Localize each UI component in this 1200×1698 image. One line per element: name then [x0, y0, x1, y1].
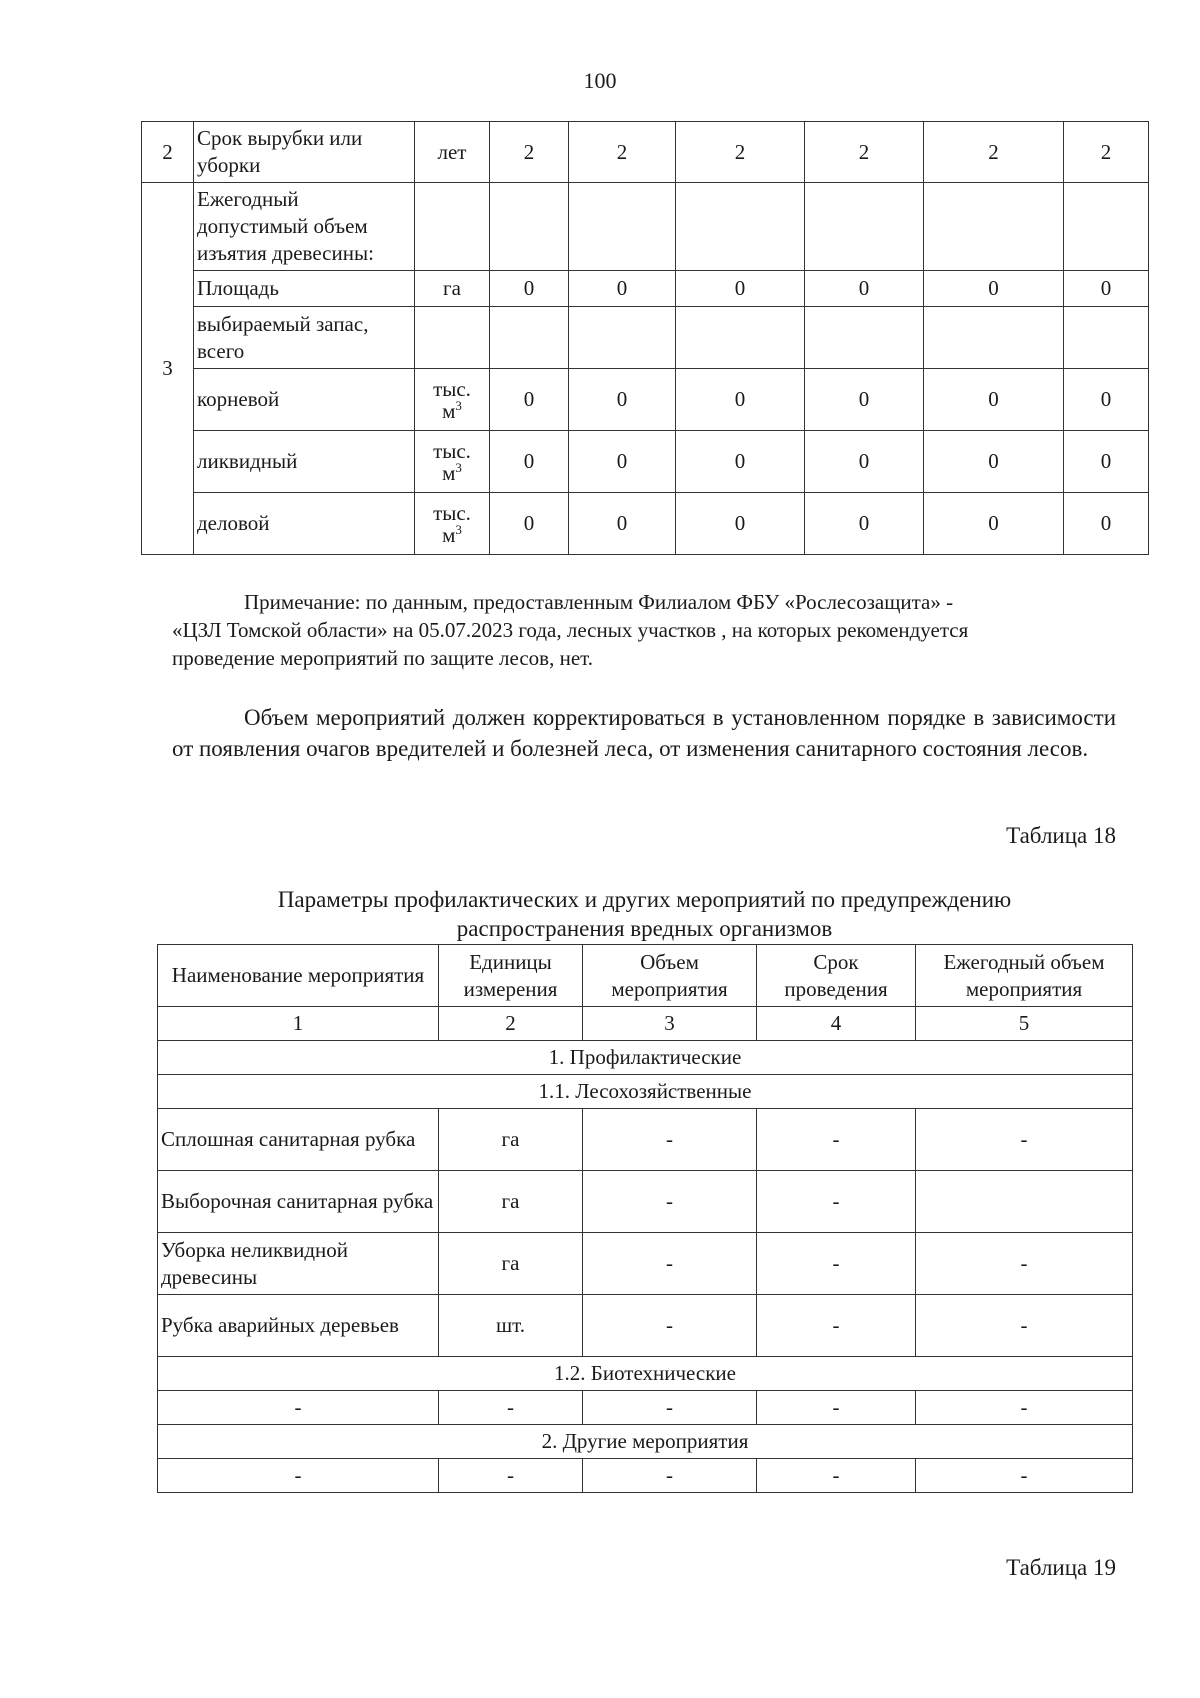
dash-cell: - [583, 1459, 757, 1493]
value-cell: 0 [1064, 271, 1149, 307]
activity-volume: - [583, 1233, 757, 1295]
table-header-row [158, 945, 1133, 1007]
empty-cell [490, 183, 569, 271]
table-row [158, 1007, 1133, 1041]
activity-unit: га [439, 1109, 583, 1171]
row-unit: га [415, 271, 490, 307]
row-name: выбираемый запас, всего [194, 307, 415, 369]
section-heading: 2. Другие мероприятия [158, 1425, 1133, 1459]
row-name: деловой [194, 493, 415, 555]
dash-cell: - [158, 1391, 439, 1425]
row-name: Срок вырубки или уборки [194, 122, 415, 183]
table-section-row [158, 1075, 1133, 1109]
activity-term: - [757, 1295, 916, 1357]
value-cell: 0 [490, 369, 569, 431]
value-cell: 2 [924, 122, 1064, 183]
dash-cell: - [916, 1459, 1133, 1493]
column-number: 1 [158, 1007, 439, 1041]
table-row [142, 369, 1149, 431]
value-cell: 0 [676, 271, 805, 307]
dash-cell: - [158, 1459, 439, 1493]
page-number: 100 [583, 68, 617, 93]
activity-annual: - [916, 1295, 1133, 1357]
value-cell: 0 [924, 493, 1064, 555]
value-cell: 0 [490, 493, 569, 555]
value-cell: 0 [924, 369, 1064, 431]
column-number: 4 [757, 1007, 916, 1041]
table-row [142, 431, 1149, 493]
table-row [158, 1171, 1133, 1233]
activity-annual: - [916, 1109, 1133, 1171]
value-cell: 0 [490, 271, 569, 307]
value-cell: 0 [805, 431, 924, 493]
empty-cell [569, 307, 676, 369]
row-name: ликвидный [194, 431, 415, 493]
table-row [158, 1391, 1133, 1425]
column-header: Единицы измерения [439, 945, 583, 1007]
table-section-row [158, 1357, 1133, 1391]
empty-cell [924, 307, 1064, 369]
section-heading: 1.1. Лесохозяйственные [158, 1075, 1133, 1109]
dash-cell: - [439, 1391, 583, 1425]
column-header: Наименование мероприятия [158, 945, 439, 1007]
value-cell: 0 [490, 431, 569, 493]
body-paragraph [172, 702, 1116, 764]
row-number: 3 [142, 183, 194, 555]
empty-cell [676, 307, 805, 369]
dash-cell: - [757, 1459, 916, 1493]
value-cell: 2 [490, 122, 569, 183]
value-cell: 0 [569, 493, 676, 555]
value-cell: 0 [805, 369, 924, 431]
value-cell: 0 [1064, 493, 1149, 555]
value-cell: 0 [569, 431, 676, 493]
activity-volume: - [583, 1109, 757, 1171]
note-line: проведение мероприятий по защите лесов, нет. [172, 646, 594, 670]
dash-cell: - [916, 1391, 1133, 1425]
table-19-label: Таблица 19 [1006, 1555, 1116, 1580]
caption-line: Параметры профилактических и других мероприятий по предупреждению [277, 887, 1012, 912]
row-name: Ежегодный допустимый объем изъятия древесины: [194, 183, 415, 271]
empty-cell [1064, 307, 1149, 369]
note-line: «ЦЗЛ Томской области» на 05.07.2023 года, лесных участков , на которых рекомендуется [172, 618, 969, 642]
table-row [142, 183, 1149, 271]
empty-cell [676, 183, 805, 271]
value-cell: 0 [676, 369, 805, 431]
note-paragraph [172, 588, 1116, 672]
activity-annual [916, 1171, 1133, 1233]
activity-term: - [757, 1109, 916, 1171]
caption-line: распространения вредных организмов [456, 916, 833, 941]
column-number: 5 [916, 1007, 1133, 1041]
dash-cell: - [439, 1459, 583, 1493]
value-cell: 0 [676, 431, 805, 493]
row-name: корневой [194, 369, 415, 431]
table-18-caption [157, 885, 1132, 943]
activity-unit: шт. [439, 1295, 583, 1357]
column-header: Ежегодный объем мероприятия [916, 945, 1133, 1007]
value-cell: 0 [569, 271, 676, 307]
activity-annual: - [916, 1233, 1133, 1295]
empty-cell [490, 307, 569, 369]
column-header: Срок проведения [757, 945, 916, 1007]
value-cell: 0 [805, 271, 924, 307]
table-section-row [158, 1425, 1133, 1459]
activity-unit: га [439, 1171, 583, 1233]
empty-cell [415, 183, 490, 271]
value-cell: 0 [924, 431, 1064, 493]
activity-volume: - [583, 1295, 757, 1357]
value-cell: 2 [1064, 122, 1149, 183]
table-18 [157, 944, 1133, 1493]
value-cell: 2 [569, 122, 676, 183]
value-cell: 0 [1064, 431, 1149, 493]
row-unit: тыс. $м^3$ [415, 493, 490, 555]
dash-cell: - [757, 1391, 916, 1425]
activity-volume: - [583, 1171, 757, 1233]
value-cell: 0 [805, 493, 924, 555]
empty-cell [805, 183, 924, 271]
column-number: 2 [439, 1007, 583, 1041]
dash-cell: - [583, 1391, 757, 1425]
row-unit: лет [415, 122, 490, 183]
table-row [158, 1459, 1133, 1493]
column-number: 3 [583, 1007, 757, 1041]
activity-name: Сплошная санитарная рубка [158, 1109, 439, 1171]
row-name: Площадь [194, 271, 415, 307]
section-heading: 1. Профилактические [158, 1041, 1133, 1075]
row-unit: тыс. $м^3$ [415, 431, 490, 493]
value-cell: 0 [676, 493, 805, 555]
table-17-continuation [141, 121, 1149, 555]
table-row [142, 307, 1149, 369]
value-cell: 0 [1064, 369, 1149, 431]
table-row [158, 1109, 1133, 1171]
activity-term: - [757, 1233, 916, 1295]
value-cell: 0 [569, 369, 676, 431]
table-row [158, 1233, 1133, 1295]
column-header: Объем мероприятия [583, 945, 757, 1007]
empty-cell [569, 183, 676, 271]
row-unit: тыс. $м^3$ [415, 369, 490, 431]
empty-cell [805, 307, 924, 369]
table-row [142, 271, 1149, 307]
activity-name: Уборка неликвидной древесины [158, 1233, 439, 1295]
activity-name: Рубка аварийных деревьев [158, 1295, 439, 1357]
value-cell: 2 [805, 122, 924, 183]
body-paragraph-text: Объем мероприятий должен корректироваться в установленном порядке в зависимости от появления очагов вредителей и болезней леса, от изменения санитарного состояния лесов. [172, 705, 1116, 761]
empty-cell [924, 183, 1064, 271]
activity-term: - [757, 1171, 916, 1233]
note-line: Примечание: по данным, предоставленным Филиалом ФБУ «Рослесозащита» - [244, 590, 954, 614]
row-number: 2 [142, 122, 194, 183]
table-row [142, 493, 1149, 555]
activity-unit: га [439, 1233, 583, 1295]
empty-cell [1064, 183, 1149, 271]
table-18-label: Таблица 18 [1006, 823, 1116, 848]
empty-cell [415, 307, 490, 369]
table-section-row [158, 1041, 1133, 1075]
value-cell: 2 [676, 122, 805, 183]
table-row [142, 122, 1149, 183]
table-row [158, 1295, 1133, 1357]
section-heading: 1.2. Биотехнические [158, 1357, 1133, 1391]
value-cell: 0 [924, 271, 1064, 307]
activity-name: Выборочная санитарная рубка [158, 1171, 439, 1233]
